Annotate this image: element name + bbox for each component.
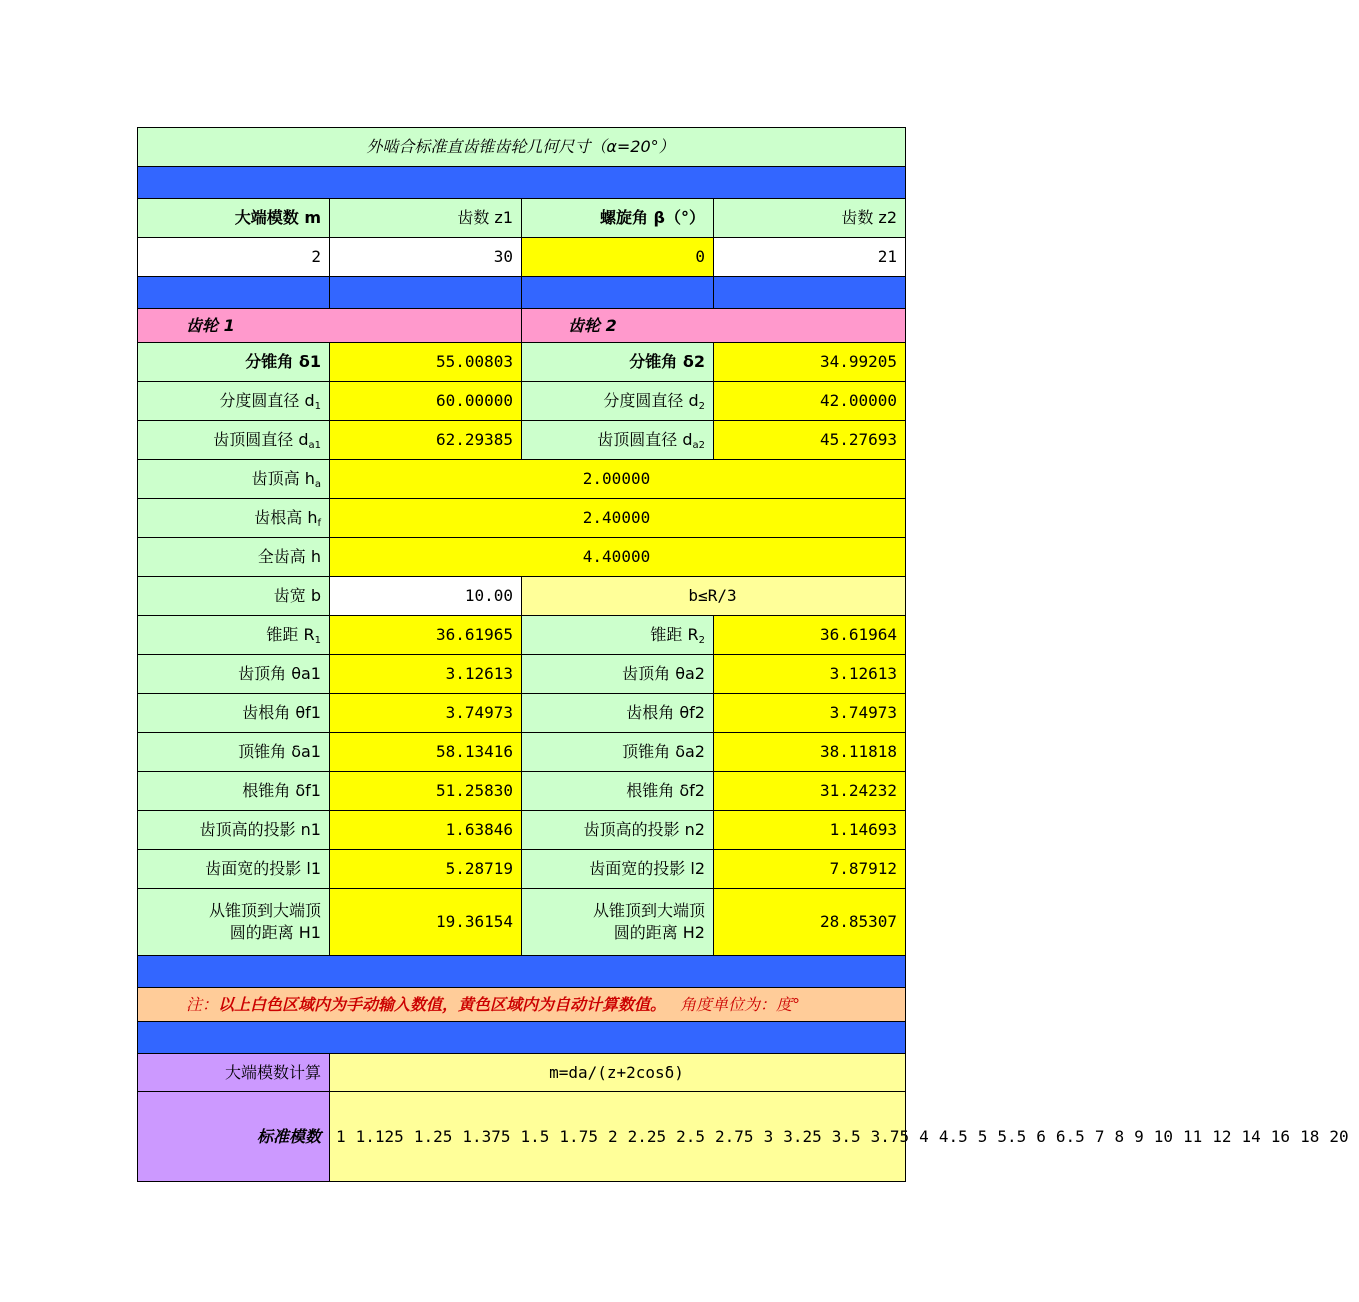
- standard-module-value: 6: [1036, 1126, 1046, 1146]
- standard-module-value: 6.5: [1055, 1126, 1085, 1146]
- standard-module-value: 4.5: [938, 1126, 968, 1146]
- pitch-diameter-2-value: 42.00000: [714, 382, 906, 421]
- standard-module-value: 2: [607, 1126, 618, 1146]
- cone-angle-2-value: 34.99205: [714, 343, 906, 382]
- tip-diameter-2-label: 齿顶圆直径 $d_{a2}$: [522, 421, 714, 460]
- standard-module-value: 16: [1270, 1126, 1291, 1146]
- standard-module-value: 3.25: [783, 1126, 822, 1146]
- sheet-title: 外啮合标准直齿锥齿轮几何尺寸（α=20°）: [138, 128, 906, 167]
- addendum-label: 齿顶高 $h_a$: [138, 460, 330, 499]
- addendum-projection-1-value: 1.63846: [330, 811, 522, 850]
- pitch-diameter-2-label: 分度圆直径 $d_2$: [522, 382, 714, 421]
- face-angle-2-label: 顶锥角 δa2: [522, 733, 714, 772]
- tip-diameter-2-value: 45.27693: [714, 421, 906, 460]
- cone-angle-1-value: 55.00803: [330, 343, 522, 382]
- apex-distance-2-label: 从锥顶到大端顶 圆的距离 H2: [522, 889, 714, 956]
- face-angle-1-value: 58.13416: [330, 733, 522, 772]
- standard-module-value: 1.375: [462, 1126, 511, 1146]
- pitch-diameter-1-value: 60.00000: [330, 382, 522, 421]
- dedendum-angle-2-label: 齿根角 θf2: [522, 694, 714, 733]
- dedendum-value: 2.40000: [330, 499, 906, 538]
- standard-module-value: 5.5: [997, 1126, 1027, 1146]
- teeth-z2-label: 齿数 z2: [714, 199, 906, 238]
- addendum-projection-1-label: 齿顶高的投影 n1: [138, 811, 330, 850]
- whole-depth-value: 4.40000: [330, 538, 906, 577]
- face-width-label: 齿宽 b: [138, 577, 330, 616]
- gear1-header: 齿轮 1: [138, 309, 522, 343]
- face-angle-1-label: 顶锥角 δa1: [138, 733, 330, 772]
- standard-module-value: 12: [1212, 1126, 1232, 1146]
- cone-distance-2-label: 锥距 $R_2$: [522, 616, 714, 655]
- dedendum-angle-1-value: 3.74973: [330, 694, 522, 733]
- standard-module-value: 2.25: [627, 1126, 667, 1146]
- standard-module-value: 8: [1114, 1126, 1125, 1146]
- blue-separator-cell: [714, 277, 906, 309]
- bevel-gear-sheet: [137, 127, 1349, 1182]
- gear2-header: 齿轮 2: [522, 309, 906, 343]
- standard-module-value: 5: [977, 1126, 988, 1146]
- note-unit: 角度单位为：度°: [680, 994, 801, 1014]
- pitch-diameter-1-label: 分度圆直径 $d_1$: [138, 382, 330, 421]
- standard-module-value: 1.125: [355, 1126, 404, 1146]
- root-angle-2-value: 31.24232: [714, 772, 906, 811]
- teeth-z1-input[interactable]: 30: [330, 238, 522, 277]
- blue-separator-cell: [522, 277, 714, 309]
- blue-separator: [138, 167, 906, 199]
- teeth-z2-input[interactable]: 21: [714, 238, 906, 277]
- apex-distance-1-value: 19.36154: [330, 889, 522, 956]
- addendum-projection-2-value: 1.14693: [714, 811, 906, 850]
- cone-distance-1-value: 36.61965: [330, 616, 522, 655]
- standard-module-value: 2.5: [676, 1126, 706, 1146]
- standard-module-value: 2.75: [715, 1126, 754, 1146]
- root-angle-1-label: 根锥角 δf1: [138, 772, 330, 811]
- teeth-z1-label: 齿数 z1: [330, 199, 522, 238]
- standard-module-value: 3.75: [870, 1126, 910, 1146]
- note-row: 注：以上白色区域内为手动输入数值，黄色区域内为自动计算数值。 角度单位为：度°: [138, 988, 906, 1022]
- face-width-hint: b≤R/3: [522, 577, 906, 616]
- module-input[interactable]: 2: [138, 238, 330, 277]
- addendum-angle-2-value: 3.12613: [714, 655, 906, 694]
- standard-module-value: 3.5: [831, 1126, 861, 1146]
- blue-separator: [138, 1022, 906, 1054]
- standard-module-value: 14: [1241, 1126, 1261, 1146]
- root-angle-1-value: 51.25830: [330, 772, 522, 811]
- cone-angle-1-label: 分锥角 δ1: [138, 343, 330, 382]
- dedendum-label: 齿根高 $h_f$: [138, 499, 330, 538]
- face-projection-2-label: 齿面宽的投影 l2: [522, 850, 714, 889]
- apex-distance-1-label: 从锥顶到大端顶 圆的距离 H1: [138, 889, 330, 956]
- standard-module-value: 9: [1134, 1126, 1144, 1146]
- face-projection-2-value: 7.87912: [714, 850, 906, 889]
- helix-angle-value[interactable]: 0: [522, 238, 714, 277]
- standard-modules-list: [330, 1092, 1349, 1182]
- apex-distance-2-value: 28.85307: [714, 889, 906, 956]
- module-label: 大端模数 m: [138, 199, 330, 238]
- whole-depth-label: 全齿高 h: [138, 538, 330, 577]
- standard-module-value: 7: [1094, 1126, 1105, 1146]
- cone-distance-1-label: 锥距 $R_1$: [138, 616, 330, 655]
- addendum-angle-1-value: 3.12613: [330, 655, 522, 694]
- face-width-input[interactable]: 10.00: [330, 577, 522, 616]
- blue-separator-cell: [138, 277, 330, 309]
- module-calc-formula: m=da/(z+2cosδ): [330, 1054, 906, 1092]
- tip-diameter-1-label: 齿顶圆直径 $d_{a1}$: [138, 421, 330, 460]
- addendum-angle-1-label: 齿顶角 θa1: [138, 655, 330, 694]
- blue-separator-cell: [330, 277, 522, 309]
- dedendum-angle-1-label: 齿根角 θf1: [138, 694, 330, 733]
- addendum-value: 2.00000: [330, 460, 906, 499]
- standard-module-value: 1: [336, 1126, 346, 1146]
- addendum-projection-2-label: 齿顶高的投影 n2: [522, 811, 714, 850]
- standard-module-value: 20: [1329, 1126, 1349, 1146]
- helix-angle-label: 螺旋角 β（°）: [522, 199, 714, 238]
- standard-module-value: 1.5: [520, 1126, 550, 1146]
- standard-module-value: 1.75: [559, 1126, 598, 1146]
- root-angle-2-label: 根锥角 δf2: [522, 772, 714, 811]
- face-angle-2-value: 38.11818: [714, 733, 906, 772]
- module-calc-label: 大端模数计算: [138, 1054, 330, 1092]
- standard-module-value: 11: [1183, 1126, 1203, 1146]
- cone-distance-2-value: 36.61964: [714, 616, 906, 655]
- blue-separator: [138, 956, 906, 988]
- tip-diameter-1-value: 62.29385: [330, 421, 522, 460]
- face-projection-1-label: 齿面宽的投影 l1: [138, 850, 330, 889]
- standard-module-value: 3: [763, 1126, 774, 1146]
- standard-module-value: 1.25: [413, 1126, 453, 1146]
- addendum-angle-2-label: 齿顶角 θa2: [522, 655, 714, 694]
- standard-module-value: 4: [919, 1126, 929, 1146]
- standard-modules-label: 标准模数: [138, 1092, 330, 1182]
- standard-module-value: 18: [1300, 1126, 1320, 1146]
- cone-angle-2-label: 分锥角 δ2: [522, 343, 714, 382]
- face-projection-1-value: 5.28719: [330, 850, 522, 889]
- standard-module-value: 10: [1153, 1126, 1173, 1146]
- dedendum-angle-2-value: 3.74973: [714, 694, 906, 733]
- note-text: 以上白色区域内为手动输入数值，黄色区域内为自动计算数值。: [218, 994, 667, 1014]
